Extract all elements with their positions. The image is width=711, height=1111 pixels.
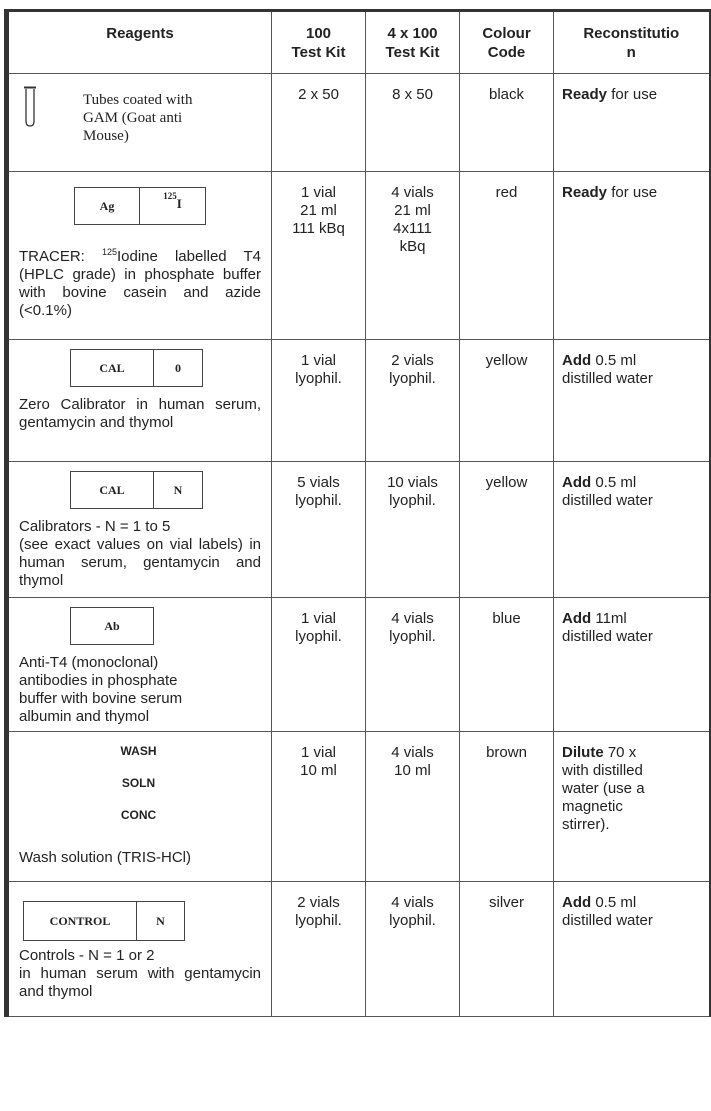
kit-400-cell: 4 vials lyophil.: [366, 882, 460, 1017]
header-reagents: Reagents: [7, 11, 272, 74]
label-box-ag-125i: [74, 187, 206, 225]
colour-code-cell: yellow: [460, 462, 554, 598]
reagent-cell: [7, 172, 272, 340]
reagent-cell: [7, 340, 272, 462]
reagent-description: Controls - N = 1 or 2 in human serum with gentamycin and thymol: [19, 947, 261, 1000]
colour-code-cell: silver: [460, 882, 554, 1017]
kit-100-cell: 2 vials lyophil.: [272, 882, 366, 1017]
label-box-right: 0: [153, 350, 202, 386]
colour-code-cell: red: [460, 172, 554, 340]
label-box-right: N: [153, 472, 202, 508]
header-row: [7, 11, 710, 74]
header-100-test-kit: 100 Test Kit: [272, 11, 366, 74]
reconstitution-cell: Add 0.5 ml distilled water: [554, 340, 710, 462]
label-box-left: Ag: [99, 198, 115, 213]
kit-100-cell: 1 vial lyophil.: [272, 598, 366, 732]
kit-400-cell: 4 vials 21 ml 4x111 kBq: [366, 172, 460, 340]
label-box-cal-n: [70, 471, 203, 509]
reagent-description: TRACER: $^{125}$Iodine labelled T4 (HPLC grade) in phosphate buffer with bovine casein and azide (<0.1%): [19, 247, 261, 319]
table-row: [7, 172, 710, 340]
kit-100-cell: 2 x 50: [272, 74, 366, 172]
kit-400-cell: 8 x 50: [366, 74, 460, 172]
reagent-cell: [7, 74, 272, 172]
table-row: [7, 732, 710, 882]
label-box-right: N: [136, 902, 184, 940]
reconstitution-cell: Add 11ml distilled water: [554, 598, 710, 732]
kit-400-cell: 10 vials lyophil.: [366, 462, 460, 598]
header-colour-code: Colour Code: [460, 11, 554, 74]
reagent-description: Wash solution (TRIS-HCl): [19, 849, 191, 866]
label-box-left: CONTROL: [49, 913, 111, 928]
colour-code-cell: yellow: [460, 340, 554, 462]
kit-400-cell: 2 vials lyophil.: [366, 340, 460, 462]
table-row: [7, 462, 710, 598]
kit-400-cell: 4 vials 10 ml: [366, 732, 460, 882]
reagent-cell: [7, 462, 272, 598]
table-row: [7, 882, 710, 1017]
label-box-cal-0: [70, 349, 203, 387]
table-row: [7, 340, 710, 462]
reagent-cell: [7, 598, 272, 732]
header-reconstitution: Reconstitutio n: [554, 11, 710, 74]
label-box-left: CAL: [99, 360, 125, 375]
reconstitution-cell: Add 0.5 ml distilled water: [554, 462, 710, 598]
table-row: [7, 74, 710, 172]
table-row: [7, 598, 710, 732]
reagent-description: Tubes coated with GAM (Goat anti Mouse): [83, 92, 193, 144]
reagent-description: Anti-T4 (monoclonal) antibodies in phosphate buffer with bovine serum albumin and thymol: [19, 654, 183, 725]
header-4x100-test-kit: 4 x 100 Test Kit: [366, 11, 460, 74]
colour-code-cell: black: [460, 74, 554, 172]
colour-code-cell: brown: [460, 732, 554, 882]
reagents-table: [4, 9, 711, 1017]
reconstitution-cell: Ready for use: [554, 172, 710, 340]
colour-code-cell: blue: [460, 598, 554, 732]
kit-100-cell: 5 vials lyophil.: [272, 462, 366, 598]
tube-icon: [23, 86, 37, 132]
reagent-description: Zero Calibrator in human serum, gentamycin and thymol: [19, 396, 261, 431]
label-box-left: Ab: [104, 618, 120, 633]
kit-400-cell: 4 vials lyophil.: [366, 598, 460, 732]
reagent-description: Calibrators - N = 1 to 5 (see exact values on vial labels) in human serum, gentamycin and thymol: [19, 518, 261, 589]
label-box-left: CAL: [99, 482, 125, 497]
reagent-cell: [7, 882, 272, 1017]
label-box-right: 125 I: [139, 188, 205, 224]
kit-100-cell: 1 vial 10 ml: [272, 732, 366, 882]
kit-100-cell: 1 vial 21 ml 111 kBq: [272, 172, 366, 340]
reagent-cell: [7, 732, 272, 882]
wash-soln-conc-label: WASH SOLN CONC: [120, 744, 157, 822]
label-box-ab: [70, 607, 154, 645]
label-box-control-n: [23, 901, 185, 941]
reconstitution-cell: Ready for use: [554, 74, 710, 172]
reconstitution-cell: Dilute 70 x with distilled water (use a magnetic stirrer).: [554, 732, 710, 882]
kit-100-cell: 1 vial lyophil.: [272, 340, 366, 462]
reconstitution-cell: Add 0.5 ml distilled water: [554, 882, 710, 1017]
